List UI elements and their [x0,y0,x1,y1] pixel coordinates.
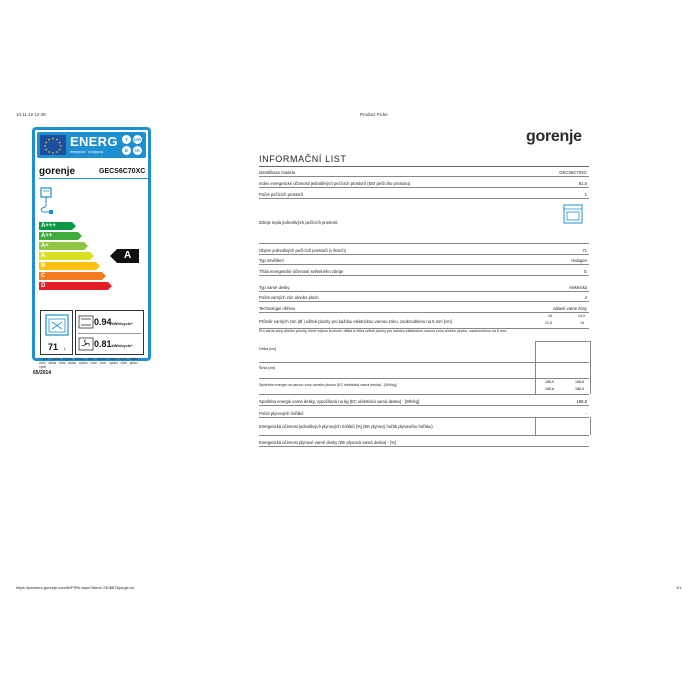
row-key: Průměr varných zón (Ø ) užitné plochy pro každou elektrickou varnou zónu, zaokrouhleno na 5 mm [cm] [259,319,452,324]
volume-unit: L [64,346,67,351]
row-value: 188,8 [576,399,587,404]
lang-badge-4: IA [133,146,142,155]
class-bar-a: A [39,252,90,260]
print-title: Product Fiche [360,112,388,117]
volume-value: 71 [48,342,59,352]
svg-text:★: ★ [44,147,48,152]
eu-flag-icon [40,135,66,155]
fiche-row-heat-source [259,198,589,244]
row-key: Třída energetické účinnosti světelného zdroje [259,269,344,274]
class-bar-app: A+++ [39,222,72,230]
row-value: G [583,269,587,274]
svg-text:★: ★ [51,151,55,155]
diameter-2: 14,5 [578,314,585,318]
class-bar-b: B [39,262,96,270]
svg-text:★: ★ [55,150,59,154]
row-key: Objem jednotlivých pečících prostorů (v litrech) [259,248,347,253]
label-model: GECS6C70XC [99,168,146,175]
row-value: sálavé varné zóny [553,306,587,311]
row-key: Typ osvětlení [259,258,284,263]
label-regulation: 65/2014 [33,370,52,376]
row-key: Počet pečících prostorů [259,192,303,197]
lang-badge-1: Y [122,135,131,144]
consumption-conventional: 0.94 [94,317,112,327]
label-fine-print: * cycle · cyklus · Zyklus · κύκλος · ciclo · tsükkel · jakso · cycle · ciklus · ciclo · ciklas · cikls · ciklus · cyklus · ciclo · ciclu · cyklus · cikel · jakso · cykel [39,357,140,369]
fiche-row-gas-hob [259,435,589,447]
row-value: elektrická [569,285,587,290]
svg-text:★: ★ [51,136,55,141]
energ-subtitle: енергия · ενέργεια [70,149,104,154]
row-key: Typ varné desky [259,285,290,290]
fiche-row-hob-type [259,275,589,292]
fan-oven-icon [78,337,94,351]
svg-text:★: ★ [47,137,51,142]
consumption-box [75,310,144,355]
row-value: 1 [584,192,587,197]
fiche-brand-logo: gorenje [526,128,582,145]
row-key: Identifikace modelu [259,170,296,175]
diameter-1: 16 [548,314,552,318]
svg-text:★: ★ [47,150,51,154]
footer-url[interactable]: https://partners.gorenje.com/fk/PiPik.aspx?ident=740667&pegb=cs [16,585,135,590]
row-value: 71 [582,248,587,253]
width-cell [535,362,591,378]
row-key: Počet plynových hořáků [259,411,304,416]
class-bar-app2: A++ [39,232,78,240]
svg-text:★: ★ [59,144,63,148]
svg-text:★: ★ [43,144,47,148]
svg-text:★: ★ [55,137,59,142]
label-divider [39,178,148,179]
plug-icon [39,186,57,216]
row-key: Energetická účinnost plynové varné desky (EE plynová varná deska) - [%] [259,440,397,445]
lang-badge-2: IJA [133,137,141,142]
length-cell [535,341,591,363]
fiche-title: INFORMAČNÍ LIST [259,154,347,164]
class-bar-c: C [39,272,102,280]
oven-volume-icon [45,314,69,336]
ec-zone-1: 188,5 [545,380,554,384]
ec-zone-label: Spotřeba energie na varnou zónu a/nebo plochu (EC elektrická varná deska) - [Wh/kg] [259,383,397,387]
diameter-4: 15 [580,321,584,325]
class-bar-ap: A+ [39,242,84,250]
length-label: Délka [cm] [259,347,276,351]
row-key: Energetická účinnost jednotlivých plynových hořáků [%] (EE plynový hořák plynového hořáku) [259,424,433,429]
svg-text:★: ★ [58,140,62,145]
rating-arrow: A [117,249,139,263]
svg-text:★: ★ [44,140,48,145]
consumption-fan: 0.81 [94,339,112,349]
row-key: Spotřeba energie varné desky, vypočítaná na kg (EC elektrická varná deska) - [Wh/kg] [259,399,420,404]
gas-eff-cell [535,417,591,435]
label-header [37,132,146,158]
volume-box [40,310,73,355]
consumption-divider [78,333,141,334]
row-key: Zdroje tepla jednotlivých pečících prostorů [259,220,338,225]
ec-zone-2: 188,8 [575,380,584,384]
row-value: 81,5 [578,181,587,186]
energ-heading: ENERG [70,134,118,149]
footer-page-number: 1/1 [676,585,682,590]
class-bar-d: D [39,282,108,290]
label-brand: gorenje [39,166,76,177]
consumption-unit-1: kWh/cycle* [111,321,133,326]
print-datetime: 10.11.22 12:45 [16,112,46,117]
row-key: Technologie ohřevu [259,306,296,311]
row-value: Halogen [571,258,587,263]
heat-source-oven-icon [563,204,583,224]
energy-label [32,127,151,369]
ec-zone-3: 188,8 [545,387,554,391]
row-value: 4 [584,295,587,300]
consumption-unit-2: kWh/cycle* [111,343,133,348]
row-key: Počet varných zón a/nebo ploch [259,295,319,300]
row-key: Index energetické účinnosti jednotlivých pečících prostorů (EEI pečícího prostoru) [259,181,411,186]
width-label: Šířka [cm] [259,366,276,370]
svg-text:★: ★ [58,147,62,152]
row-value: - [585,411,587,416]
row-value: GECS6C70XC [559,170,587,175]
diameter-3: 21,5 [545,321,552,325]
row-value: - [585,440,587,445]
fiche-row-diameter [259,312,589,329]
ec-zone-4: 188,5 [575,387,584,391]
lang-badge-3: E [122,146,131,155]
conventional-oven-icon [78,315,94,329]
noncircular-label: Pro varné zóny a/nebo plochy, které nejsou kruhové: délka a šířka užitné plochy pro každou elektrickou varnou zónu a/nebo plochu, zaokrouhleno na 5 mm: [259,329,507,333]
